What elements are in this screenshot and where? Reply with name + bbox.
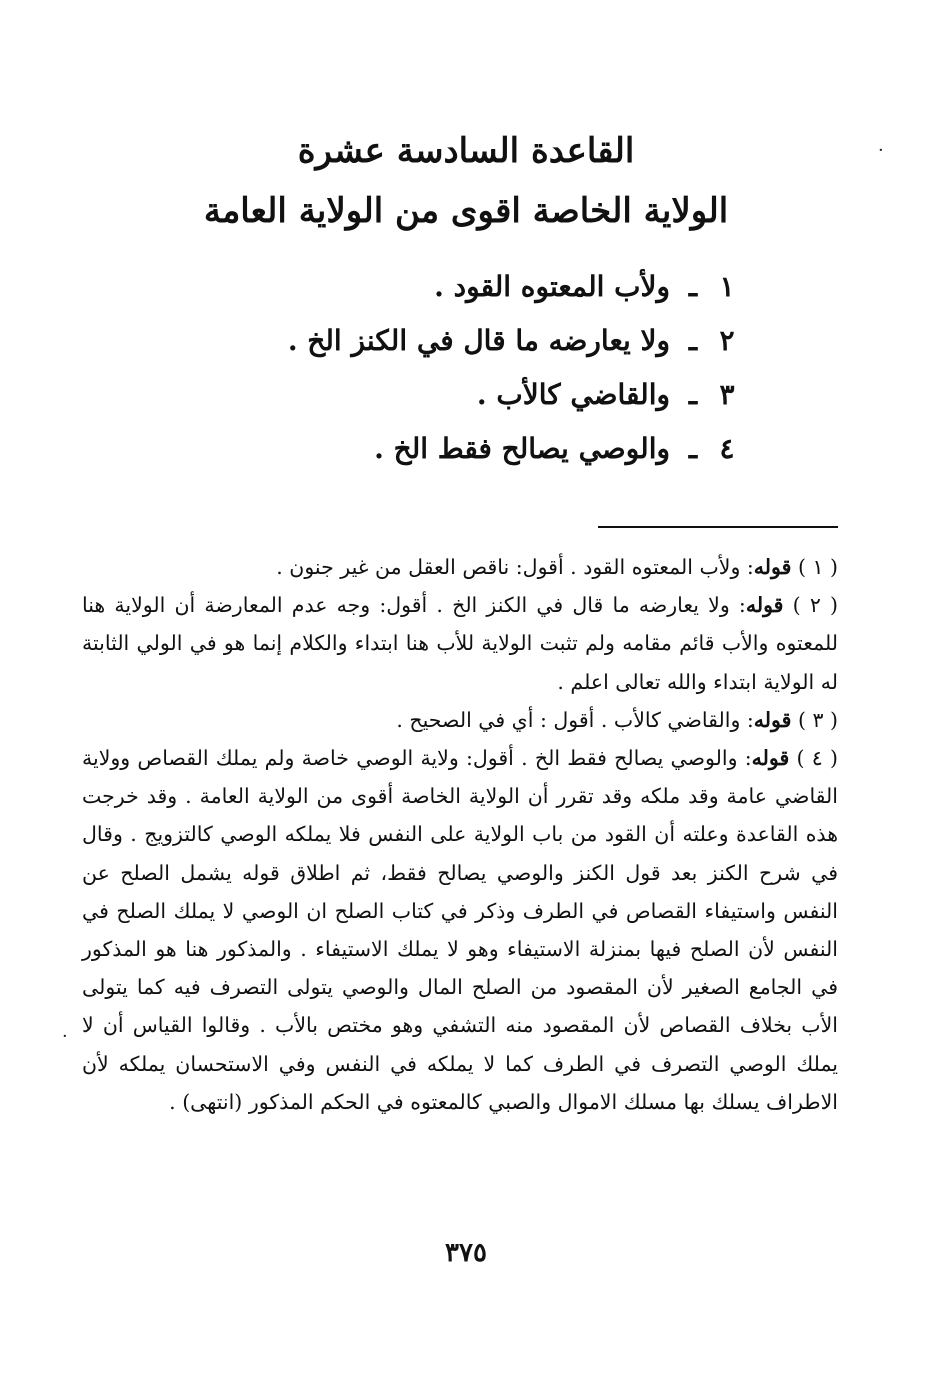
footnote: [82, 586, 838, 701]
rule-text: والوصي يصالح فقط الخ .: [374, 432, 670, 465]
rule-number: ٤: [719, 432, 735, 465]
footnote: [82, 739, 838, 1121]
footnote: [82, 701, 838, 739]
footnote-keyword: قوله: [753, 707, 792, 732]
page-number: ٣٧٥: [445, 1238, 487, 1268]
rule-list: [184, 262, 744, 478]
rule-dash: ـ: [688, 378, 698, 411]
footnote-text: : ولا يعارضه ما قال في الكنز الخ . أقول: وجه عدم المعارضة أن الولاية هنا للمعتوه والأب قائم مقامه ولم تثبت الولاية للأب هنا ابتداء والكلام إنما هو في الولي الثابتة له الولاية ابتداء والله تعالى اعلم .: [82, 593, 838, 694]
footnote-text: : ولأب المعتوه القود . أقول: ناقص العقل من غير جنون .: [276, 555, 754, 579]
footnote-keyword: قوله: [753, 555, 792, 579]
rule-number: ١: [719, 270, 735, 303]
footnote-text: : والوصي يصالح فقط الخ . أقول: ولاية الوصي خاصة ولم يملك القصاص وولاية القاضي عامة وقد ملكه وقد تقرر أن الولاية الخاصة أقوى من الولاية العامة . وقد خرجت هذه القاعدة وعلته أن القود من باب الولاية على النفس فلا يملكه الوصي كالتزويج . وقال في شرح الكنز بعد قول الكنز والوصي يصالح فقط، ثم اطلاق قوله يشمل الصلح عن النفس واستيفاء القصاص في الطرف وذكر في كتاب الصلح ان الوصي لا يملك الصلح في النفس لأن الصلح فيها بمنزلة الاستيفاء وهو لا يملك الاستيفاء . والمذكور هنا هو المذكور في الجامع الصغير لأن المقصود من الصلح المال والوصي يتولى التصرف فيه كما يتولى الأب بخلاف القصاص لأن المقصود منه التشفي وهو مختص بالأب . وقالوا القياس أن لا يملك الوصي التصرف في الطرف كما لا يملكه في النفس وفي الاستحسان يملكه لأن الاطراف يسلك بها مسلك الاموال والصبي كالمعتوه في الحكم المذكور (انتهى) .: [82, 746, 838, 1114]
footnote-keyword: قوله: [745, 593, 784, 618]
rule-title: القاعدة السادسة عشرة: [297, 131, 635, 171]
rule-number: ٢: [719, 324, 735, 357]
footnotes: [82, 548, 838, 1121]
footnote-number: ( ٣ ): [797, 707, 838, 732]
rule-item: [184, 424, 744, 478]
footnote-number: ( ١ ): [797, 555, 838, 579]
footnote-text: : والقاضي كالأب . أقول : أي في الصحيح .: [396, 707, 754, 732]
rule-text: ولا يعارضه ما قال في الكنز الخ .: [287, 324, 670, 357]
rule-text: ولأب المعتوه القود .: [434, 270, 670, 303]
rule-item: [184, 316, 744, 370]
rule-dash: ـ: [688, 432, 698, 465]
margin-dot: ·: [878, 140, 884, 161]
footnote: [82, 548, 838, 586]
margin-dot: ·: [62, 1026, 68, 1047]
rule-subtitle: الولاية الخاصة اقوى من الولاية العامة: [203, 191, 729, 231]
rule-dash: ـ: [688, 270, 698, 303]
rule-text: والقاضي كالأب .: [476, 378, 670, 411]
rule-item: [184, 370, 744, 424]
footnote-number: ( ٤ ): [796, 746, 838, 771]
rule-number: ٣: [719, 378, 735, 411]
footnote-keyword: قوله: [751, 746, 790, 771]
footnote-separator: [598, 526, 838, 528]
rule-dash: ـ: [688, 324, 698, 357]
footnote-number: ( ٢ ): [792, 593, 839, 618]
rule-item: [184, 262, 744, 316]
